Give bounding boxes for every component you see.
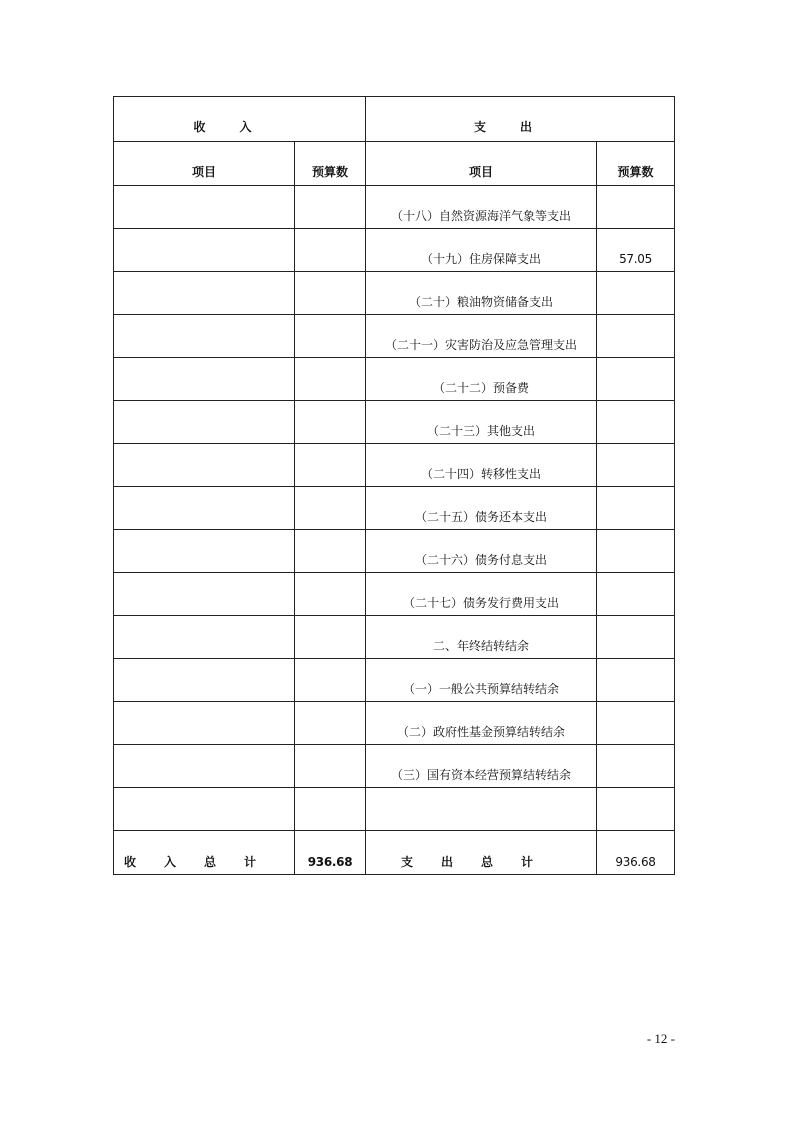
income-item-cell — [114, 229, 295, 272]
group-header-row — [114, 97, 675, 142]
expense-amount-cell — [597, 444, 675, 487]
table-row — [114, 401, 675, 444]
expense-item-cell: （三）国有资本经营预算结转结余 — [366, 745, 597, 788]
expense-amount-cell — [597, 702, 675, 745]
income-item-cell — [114, 315, 295, 358]
income-amount-cell — [295, 229, 366, 272]
table-row — [114, 315, 675, 358]
table-row — [114, 745, 675, 788]
income-total-label: 收入总计 — [114, 831, 295, 875]
expense-item-cell: （二十）粮油物资储备支出 — [366, 272, 597, 315]
expense-amount-cell — [597, 573, 675, 616]
table-row — [114, 702, 675, 745]
expense-total-amount: 936.68 — [597, 831, 675, 875]
expenditure-group-header: 支出 — [366, 97, 675, 142]
expense-amount-cell — [597, 401, 675, 444]
table-row — [114, 444, 675, 487]
table-row — [114, 530, 675, 573]
income-item-cell — [114, 358, 295, 401]
income-item-cell — [114, 573, 295, 616]
expense-amount-cell — [597, 487, 675, 530]
income-amount-cell — [295, 272, 366, 315]
expense-item-cell: （二十六）债务付息支出 — [366, 530, 597, 573]
expense-amount-cell — [597, 358, 675, 401]
table-row — [114, 358, 675, 401]
income-item-cell — [114, 186, 295, 229]
budget-table — [113, 96, 675, 875]
expense-total-label: 支出总计 — [366, 831, 597, 875]
table-row — [114, 616, 675, 659]
income-item-cell — [114, 401, 295, 444]
table-row — [114, 186, 675, 229]
income-item-cell — [114, 530, 295, 573]
expense-item-header: 项目 — [366, 142, 597, 186]
income-amount-cell — [295, 444, 366, 487]
income-item-cell — [114, 272, 295, 315]
expense-amount-cell — [597, 745, 675, 788]
total-row — [114, 831, 675, 875]
income-amount-cell — [295, 659, 366, 702]
expense-amount-cell — [597, 530, 675, 573]
expense-item-cell: （二十七）债务发行费用支出 — [366, 573, 597, 616]
income-amount-cell — [295, 186, 366, 229]
table-row — [114, 272, 675, 315]
income-amount-cell — [295, 530, 366, 573]
table-row — [114, 788, 675, 831]
expense-item-cell: （十八）自然资源海洋气象等支出 — [366, 186, 597, 229]
expense-item-cell: （二十一）灾害防治及应急管理支出 — [366, 315, 597, 358]
income-amount-cell — [295, 702, 366, 745]
income-amount-cell — [295, 788, 366, 831]
income-amount-cell — [295, 616, 366, 659]
expense-amount-cell — [597, 659, 675, 702]
expense-item-cell: （二十三）其他支出 — [366, 401, 597, 444]
expense-item-cell: （二十四）转移性支出 — [366, 444, 597, 487]
income-group-header: 收入 — [114, 97, 366, 142]
expense-amount-cell — [597, 788, 675, 831]
income-item-cell — [114, 487, 295, 530]
expense-item-cell: （一）一般公共预算结转结余 — [366, 659, 597, 702]
income-amount-header: 预算数 — [295, 142, 366, 186]
expense-item-cell: （二十二）预备费 — [366, 358, 597, 401]
income-item-cell — [114, 702, 295, 745]
page-number: - 12 - — [646, 1031, 675, 1046]
income-amount-cell — [295, 487, 366, 530]
expense-item-cell: （十九）住房保障支出 — [366, 229, 597, 272]
income-amount-cell — [295, 315, 366, 358]
expense-amount-cell — [597, 315, 675, 358]
income-item-cell — [114, 745, 295, 788]
table-row — [114, 487, 675, 530]
income-item-cell — [114, 616, 295, 659]
income-item-cell — [114, 659, 295, 702]
income-amount-cell — [295, 573, 366, 616]
expense-amount-cell — [597, 272, 675, 315]
expense-item-cell: （二十五）债务还本支出 — [366, 487, 597, 530]
table-row — [114, 659, 675, 702]
table-row — [114, 229, 675, 272]
income-amount-cell — [295, 358, 366, 401]
income-item-cell — [114, 444, 295, 487]
income-amount-cell — [295, 401, 366, 444]
income-item-header: 项目 — [114, 142, 295, 186]
expense-amount-cell — [597, 186, 675, 229]
expense-amount-header: 预算数 — [597, 142, 675, 186]
expense-item-cell — [366, 788, 597, 831]
income-total-amount: 936.68 — [295, 831, 366, 875]
income-amount-cell — [295, 745, 366, 788]
expense-amount-cell — [597, 616, 675, 659]
column-header-row — [114, 142, 675, 186]
income-item-cell — [114, 788, 295, 831]
expense-item-cell: 二、年终结转结余 — [366, 616, 597, 659]
table-row — [114, 573, 675, 616]
expense-amount-cell: 57.05 — [597, 229, 675, 272]
expense-item-cell: （二）政府性基金预算结转结余 — [366, 702, 597, 745]
